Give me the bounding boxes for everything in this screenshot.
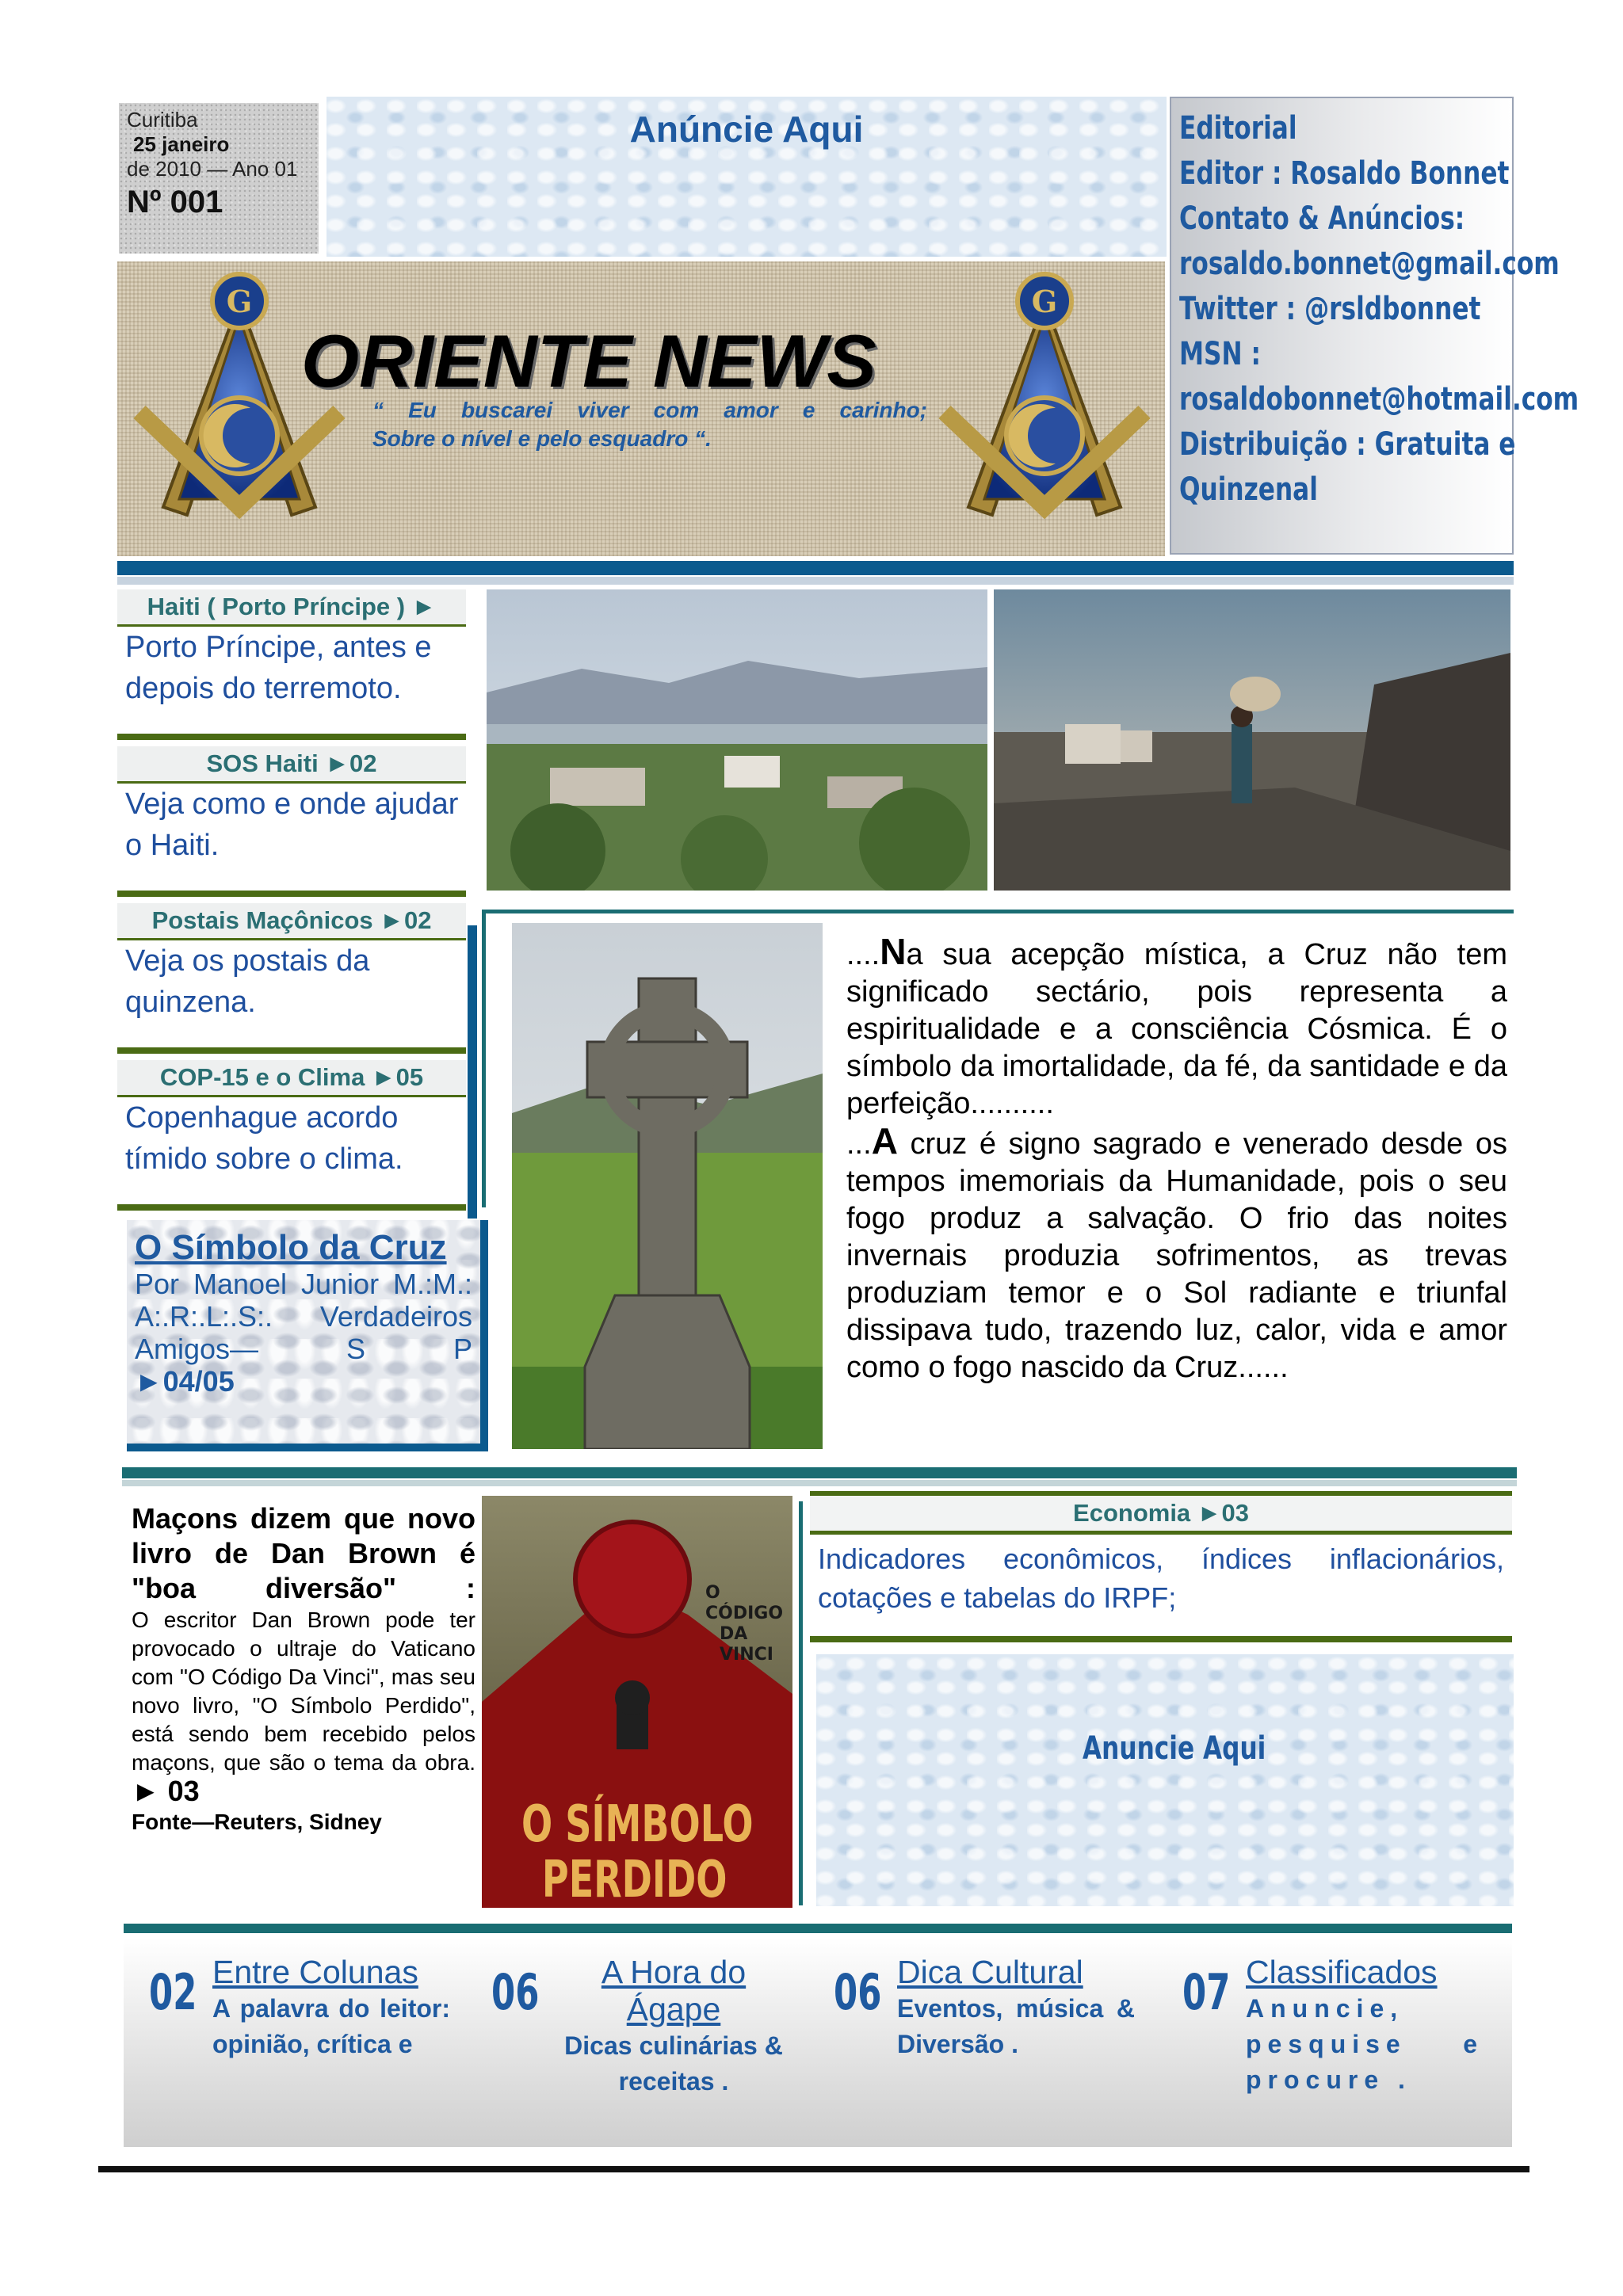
footer-item-desc: Eventos, música & Diversão . (897, 1994, 1135, 2058)
footer-item-title[interactable]: Dica Cultural (897, 1954, 1083, 1990)
book-corner-text (705, 1583, 792, 1665)
sidebar-item-heading[interactable]: SOS Haiti ►02 (117, 746, 466, 784)
feature-page-ref: ►04/05 (135, 1365, 235, 1398)
book-right-rule (799, 1501, 803, 1905)
footer-item[interactable] (1182, 1954, 1499, 2136)
economia-body: Indicadores econômicos, índices inflacionários, cotações e tabelas do IRPF; (818, 1543, 1504, 1614)
photo-port-au-prince-after (994, 589, 1510, 891)
brown-headline: Maçons dizem que novo livro de Dan Brown é "boa diversão" : (132, 1502, 475, 1604)
footer-item-desc: A palavra do leitor: opinião, crítica e (212, 1994, 450, 2058)
book-title (521, 1795, 754, 1908)
feature-p1-rest: a sua acepção mística, a Cruz não tem significado sectário, pois representa a espiritualidade e a consciência Cósmica. É o símbolo da imortalidade, da fé, da santidade e da perfeição.......... (846, 938, 1507, 1120)
sidebar-item[interactable] (117, 903, 466, 1054)
book-corner-line-2: DA VINCI (720, 1624, 773, 1665)
brown-ref: ► 03 (132, 1775, 200, 1807)
footer-divider (124, 1924, 1512, 1933)
feature-paragraph-1 (846, 933, 1507, 1123)
editorial-line: MSN : (1179, 336, 1261, 372)
footer-item-text (897, 1954, 1135, 2062)
mid-divider-shadow (122, 1480, 1517, 1486)
economia-section[interactable] (810, 1491, 1512, 1642)
book-corner-line-1: O CÓDIGO (705, 1583, 784, 1623)
motto-line-2: Sobre o nível e pelo esquadro “. (372, 426, 712, 451)
sidebar-item[interactable] (117, 746, 466, 897)
economia-bottom-rule (810, 1636, 1512, 1642)
feature-byline: Por Manoel Junior M.:M.: A:.R:.L:.S:. Verdadeiros Amigos— S P (135, 1268, 472, 1365)
issue-number: Nº 001 (127, 185, 223, 219)
bottom-ad-box[interactable] (816, 1654, 1514, 1906)
footer-item[interactable] (834, 1954, 1151, 2136)
sidebar-item-body: Veja os postais da quinzena. (125, 944, 370, 1019)
footer-item-desc: Dicas culinárias & receitas . (564, 2031, 783, 2096)
editorial-line: Editor : Rosaldo Bonnet (1179, 155, 1510, 192)
sidebar-item-heading[interactable]: Postais Maçônicos ►02 (117, 903, 466, 940)
brown-source: Fonte—Reuters, Sidney (132, 1810, 382, 1834)
sidebar-item-rule (117, 1047, 466, 1054)
feature-p1-lead: .... (846, 938, 880, 971)
footer-page-number: 06 (834, 1963, 882, 2021)
feature-title[interactable]: O Símbolo da Cruz (135, 1228, 447, 1267)
sidebar-shadow (468, 925, 477, 1219)
photos-divider (482, 910, 1514, 913)
page-bottom-rule (98, 2166, 1529, 2172)
top-ad-box[interactable] (327, 97, 1167, 257)
sidebar (117, 589, 466, 1207)
sidebar-item-body: Porto Príncipe, antes e depois do terremoto. (125, 631, 432, 705)
footer-item[interactable] (149, 1954, 466, 2136)
mid-divider (122, 1467, 1517, 1478)
feature-left-rule (482, 910, 486, 1207)
sidebar-item-heading[interactable]: Haiti ( Porto Príncipe ) ► (117, 589, 466, 627)
sidebar-item[interactable] (117, 1060, 466, 1211)
sidebar-item-rule (117, 1204, 466, 1211)
sidebar-item-rule (117, 734, 466, 740)
top-ad-label: Anúncie Aqui (629, 109, 864, 150)
year-line: de 2010 — Ano 01 (127, 157, 298, 181)
footer-item[interactable] (491, 1954, 808, 2136)
editorial-heading: Editorial (1179, 110, 1297, 147)
footer-page-number: 07 (1182, 1963, 1231, 2021)
svg-text:G: G (226, 284, 253, 319)
footer-page-number: 02 (149, 1963, 197, 2021)
editorial-line: rosaldobonnet@hotmail.com (1179, 381, 1579, 418)
sidebar-item-body: Copenhague acordo tímido sobre o clima. (125, 1101, 403, 1176)
editorial-line: Quinzenal (1179, 471, 1318, 508)
brown-article (132, 1501, 475, 1835)
sidebar-item-body: Veja como e onde ajudar o Haiti. (125, 788, 459, 862)
footer-item-text (212, 1954, 450, 2062)
editorial-line: rosaldo.bonnet@gmail.com (1179, 246, 1560, 282)
masthead-title: ORIENTE NEWS (301, 319, 876, 402)
feature-title-box[interactable] (127, 1220, 488, 1451)
city: Curitiba (127, 108, 198, 132)
feature-p2-lead: ... (846, 1127, 872, 1161)
feature-paragraph-2 (846, 1120, 1507, 1386)
footer-page-number: 06 (491, 1963, 540, 2021)
book-cover (482, 1496, 792, 1908)
header-divider-shadow (117, 577, 1514, 585)
motto (372, 396, 927, 453)
sidebar-item-rule (117, 891, 466, 897)
sidebar-item-heading[interactable]: COP-15 e o Clima ►05 (117, 1060, 466, 1097)
book-title-line-2: PERDIDO (541, 1851, 727, 1908)
feature-p2-rest: cruz é signo sagrado e venerado desde os tempos imemoriais da Humanidade, pois o seu fogo produz a salvação. O frio das noites invernais produzia sofrimentos, as trevas produziam temor e o Sol radiante e triunfal dissipava tudo, trazendo luz, calor, vida e amor como o fogo nascido da Cruz...... (846, 1127, 1507, 1384)
masthead-box (117, 261, 1165, 556)
footer-item-text (555, 1954, 792, 2100)
footer-item-title[interactable]: A Hora do Ágape (601, 1954, 747, 2027)
photo-celtic-cross (512, 923, 823, 1449)
footer-item-title[interactable]: Classificados (1246, 1954, 1438, 1990)
date-box (119, 103, 319, 254)
book-title-line-1: O SÍMBOLO (521, 1795, 754, 1854)
feature-p2-initial: A (871, 1120, 898, 1161)
editorial-box (1170, 97, 1579, 555)
footer-item-desc: Anuncie, pesquise e procure . (1246, 1994, 1484, 2094)
editorial-line: Contato & Anúncios: (1179, 200, 1465, 237)
brown-body-text: O escritor Dan Brown pode ter provocado o ultraje do Vaticano com "O Código Da Vinci", mas seu novo livro, "O Símbolo Perdido", está sendo bem recebido pelos maçons, que são o tema da obra. (132, 1608, 475, 1775)
svg-text:G: G (1031, 284, 1058, 319)
feature-text (846, 933, 1507, 1386)
feature-p1-initial: N (880, 931, 907, 972)
footer-item-title[interactable]: Entre Colunas (212, 1954, 418, 1990)
header-divider (117, 561, 1514, 575)
editorial-line: Distribuição : Gratuita e (1179, 426, 1516, 463)
sidebar-item[interactable] (117, 589, 466, 740)
photo-port-au-prince-before (487, 589, 987, 891)
footer-item-text (1246, 1954, 1484, 2098)
brown-body (132, 1606, 475, 1808)
editorial-line: Twitter : @rsldbonnet (1179, 291, 1481, 327)
date: 25 janeiro (133, 132, 230, 156)
motto-line-1: “ Eu buscarei viver com amor e carinho; (372, 398, 927, 422)
economia-heading[interactable]: Economia ►03 (810, 1496, 1512, 1531)
footer (124, 1938, 1512, 2147)
bottom-ad-label: Anuncie Aqui (1083, 1730, 1266, 1767)
